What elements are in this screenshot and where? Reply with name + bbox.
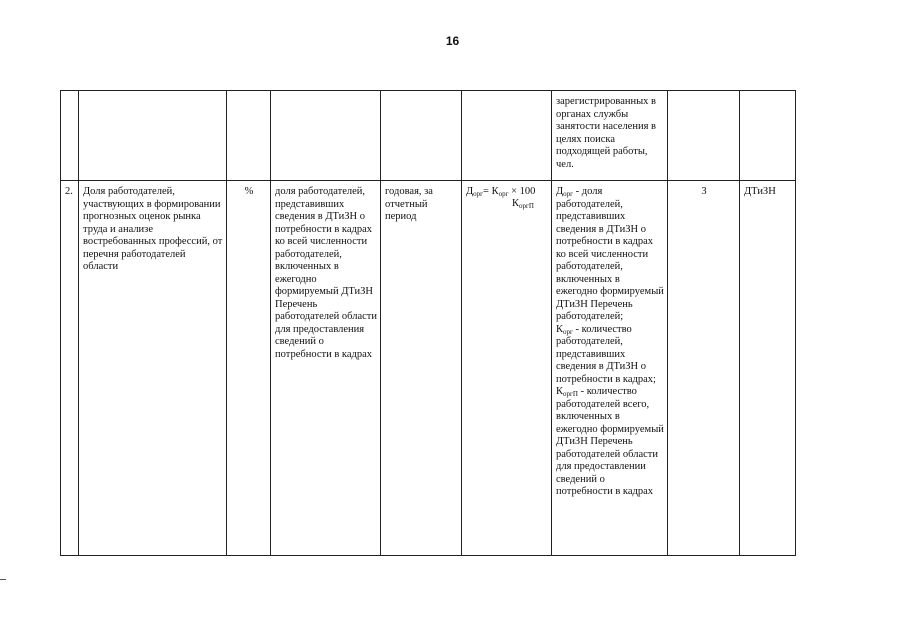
cell-empty bbox=[740, 91, 796, 181]
cell-definition: доля работодателей, представивших сведения в ДТиЗН о потребности в кадрах ко всей численности работодателей, включенных в ежегодно формируемый ДТиЗН Перечень работодателей области для предоставления сведений о потребности в кадрах bbox=[271, 181, 381, 556]
cell-formula bbox=[462, 181, 552, 556]
cell-indicator-name: Доля работодателей, участвующих в формировании прогнозных оценок рынка труда и анализе востребованных профессий, от перечня работодателей области bbox=[79, 181, 227, 556]
cell-legend: $Д_{орг}$ - доля работодателей, представивших сведения в ДТиЗН о потребности в кадрах ко всей численности работодателей, включенных в ежегодно формируемый ДТиЗН Перечень работодателей; $К_{орг}$ - количество работодателей, представивших сведения в ДТиЗН о потребности в кадрах; $К_{оргП}$ - количество работодателей всего, включенных в ежегодно формируемый ДТиЗН Перечень работодателей области для предоставлении сведений о потребности в кадрах bbox=[552, 181, 668, 556]
page-number: 16 bbox=[445, 34, 460, 48]
cell-empty bbox=[271, 91, 381, 181]
cell-empty bbox=[79, 91, 227, 181]
table-row-continued bbox=[61, 91, 796, 181]
cell-unit: % bbox=[227, 181, 271, 556]
cell-empty bbox=[462, 91, 552, 181]
formula-denominator: $К_{оргП}$ bbox=[512, 197, 534, 210]
cell-empty bbox=[668, 91, 740, 181]
indicators-table bbox=[60, 90, 796, 556]
cell-method: 3 bbox=[668, 181, 740, 556]
cell-responsible: ДТиЗН bbox=[740, 181, 796, 556]
cell-empty bbox=[61, 91, 79, 181]
cell-empty bbox=[381, 91, 462, 181]
cell-row-number: 2. bbox=[61, 181, 79, 556]
cell-periodicity: годовая, за отчетный период bbox=[381, 181, 462, 556]
cell-empty bbox=[227, 91, 271, 181]
margin-mark bbox=[0, 579, 6, 580]
table-row-2 bbox=[61, 181, 796, 556]
formula-numerator: $Д_{орг}= К_{орг} \times 100$ bbox=[466, 186, 536, 198]
cell-legend-continued: зарегистрированных в органах службы занятости населения в целях поиска подходящей работы, чел. bbox=[552, 91, 668, 181]
